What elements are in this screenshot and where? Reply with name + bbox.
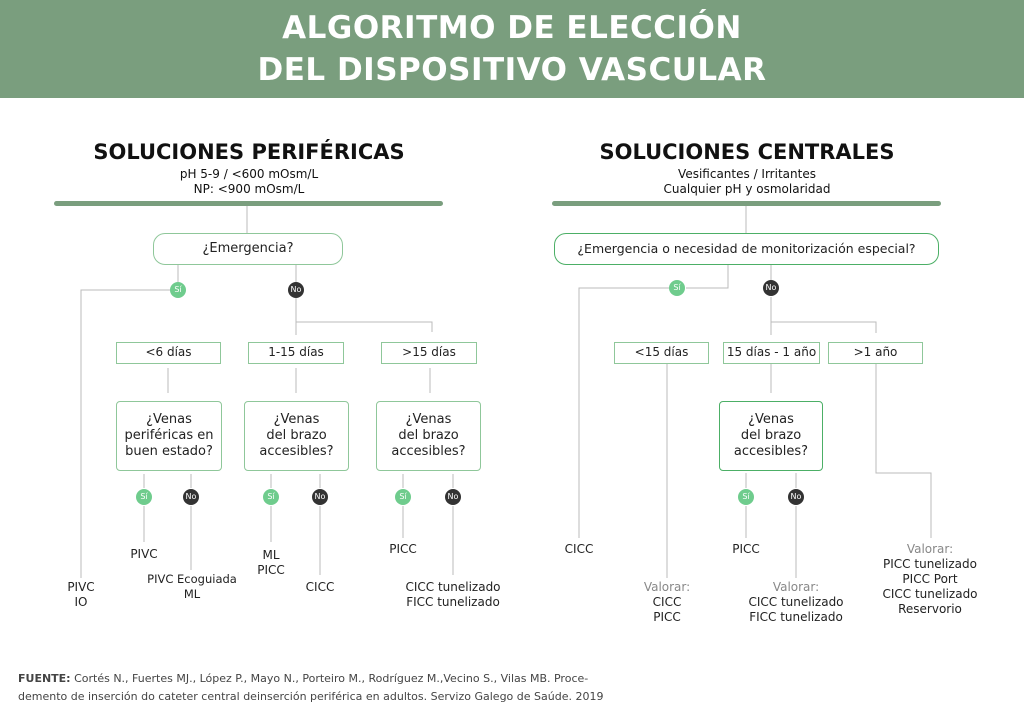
footer-line-2: demento de inserción do cateter central deinserción periférica en adultos. Servizo Galego de Saúde. 2019 xyxy=(18,690,604,703)
central-outcome-emergency: CICC xyxy=(564,542,594,556)
peripheral-short-yes-badge: Sí xyxy=(136,489,152,505)
central-divider xyxy=(552,201,941,206)
central-arm-veins-question: ¿Venas del brazo accesibles? xyxy=(719,401,823,471)
peripheral-heading: SOLUCIONES PERIFÉRICAS xyxy=(93,140,405,164)
peripheral-duration-long: >15 días xyxy=(381,342,477,364)
peripheral-long-no-badge: No xyxy=(445,489,461,505)
peripheral-outcome-emergency: PIVC IO xyxy=(67,580,95,609)
peripheral-duration-mid: 1-15 días xyxy=(248,342,344,364)
peripheral-sub-2: NP: <900 mOsm/L xyxy=(193,182,305,196)
title-line-1: ALGORITMO DE ELECCIÓN xyxy=(282,10,742,46)
peripheral-outcome-long-yes: PICC xyxy=(389,542,417,556)
peripheral-mid-yes-badge: Sí xyxy=(263,489,279,505)
central-outcome-short: Valorar: CICC PICC xyxy=(643,580,691,624)
peripheral-sub-1: pH 5-9 / <600 mOsm/L xyxy=(179,167,319,181)
central-outcome-mid-yes: PICC xyxy=(732,542,760,556)
central-emergency-no-badge: No xyxy=(763,280,779,296)
central-heading: SOLUCIONES CENTRALES xyxy=(599,140,895,164)
peripheral-emergency-yes-badge: Sí xyxy=(170,282,186,298)
central-mid-no-badge: No xyxy=(788,489,804,505)
central-sub-1: Vesificantes / Irritantes xyxy=(678,167,816,181)
peripheral-outcome-mid-yes: ML PICC xyxy=(257,548,285,577)
central-mid-yes-badge: Sí xyxy=(738,489,754,505)
peripheral-divider xyxy=(54,201,443,206)
central-outcome-long: Valorar: PICC tunelizado PICC Port CICC tunelizado Reservorio xyxy=(882,542,978,616)
peripheral-outcome-short-yes: PIVC xyxy=(130,547,158,561)
footer-label: FUENTE: xyxy=(18,672,71,685)
peripheral-arm-veins-question-long: ¿Venas del brazo accesibles? xyxy=(376,401,481,471)
central-emergency-yes-badge: Sí xyxy=(669,280,685,296)
central-duration-mid: 15 días - 1 año xyxy=(723,342,820,364)
peripheral-long-yes-badge: Sí xyxy=(395,489,411,505)
central-sub-2: Cualquier pH y osmolaridad xyxy=(663,182,831,196)
peripheral-outcome-mid-no: CICC xyxy=(305,580,335,594)
peripheral-emergency-no-badge: No xyxy=(288,282,304,298)
peripheral-outcome-short-no: PIVC Ecoguiada ML xyxy=(147,572,237,601)
central-duration-long: >1 año xyxy=(828,342,923,364)
peripheral-duration-short: <6 días xyxy=(116,342,221,364)
footer-line-1: FUENTE: Cortés N., Fuertes MJ., López P., Mayo N., Porteiro M., Rodríguez M.,Vecino S., Vilas MB. Proce- xyxy=(18,672,589,685)
peripheral-short-no-badge: No xyxy=(183,489,199,505)
peripheral-veins-good-question: ¿Venas periféricas en buen estado? xyxy=(116,401,222,471)
peripheral-outcome-long-no: CICC tunelizado FICC tunelizado xyxy=(405,580,501,609)
central-outcome-mid-no: Valorar: CICC tunelizado FICC tunelizado xyxy=(748,580,844,624)
peripheral-mid-no-badge: No xyxy=(312,489,328,505)
central-emergency-question: ¿Emergencia o necesidad de monitorización especial? xyxy=(554,233,939,265)
peripheral-arm-veins-question-mid: ¿Venas del brazo accesibles? xyxy=(244,401,349,471)
peripheral-emergency-question: ¿Emergencia? xyxy=(153,233,343,265)
title-line-2: DEL DISPOSITIVO VASCULAR xyxy=(257,52,767,88)
central-duration-short: <15 días xyxy=(614,342,709,364)
